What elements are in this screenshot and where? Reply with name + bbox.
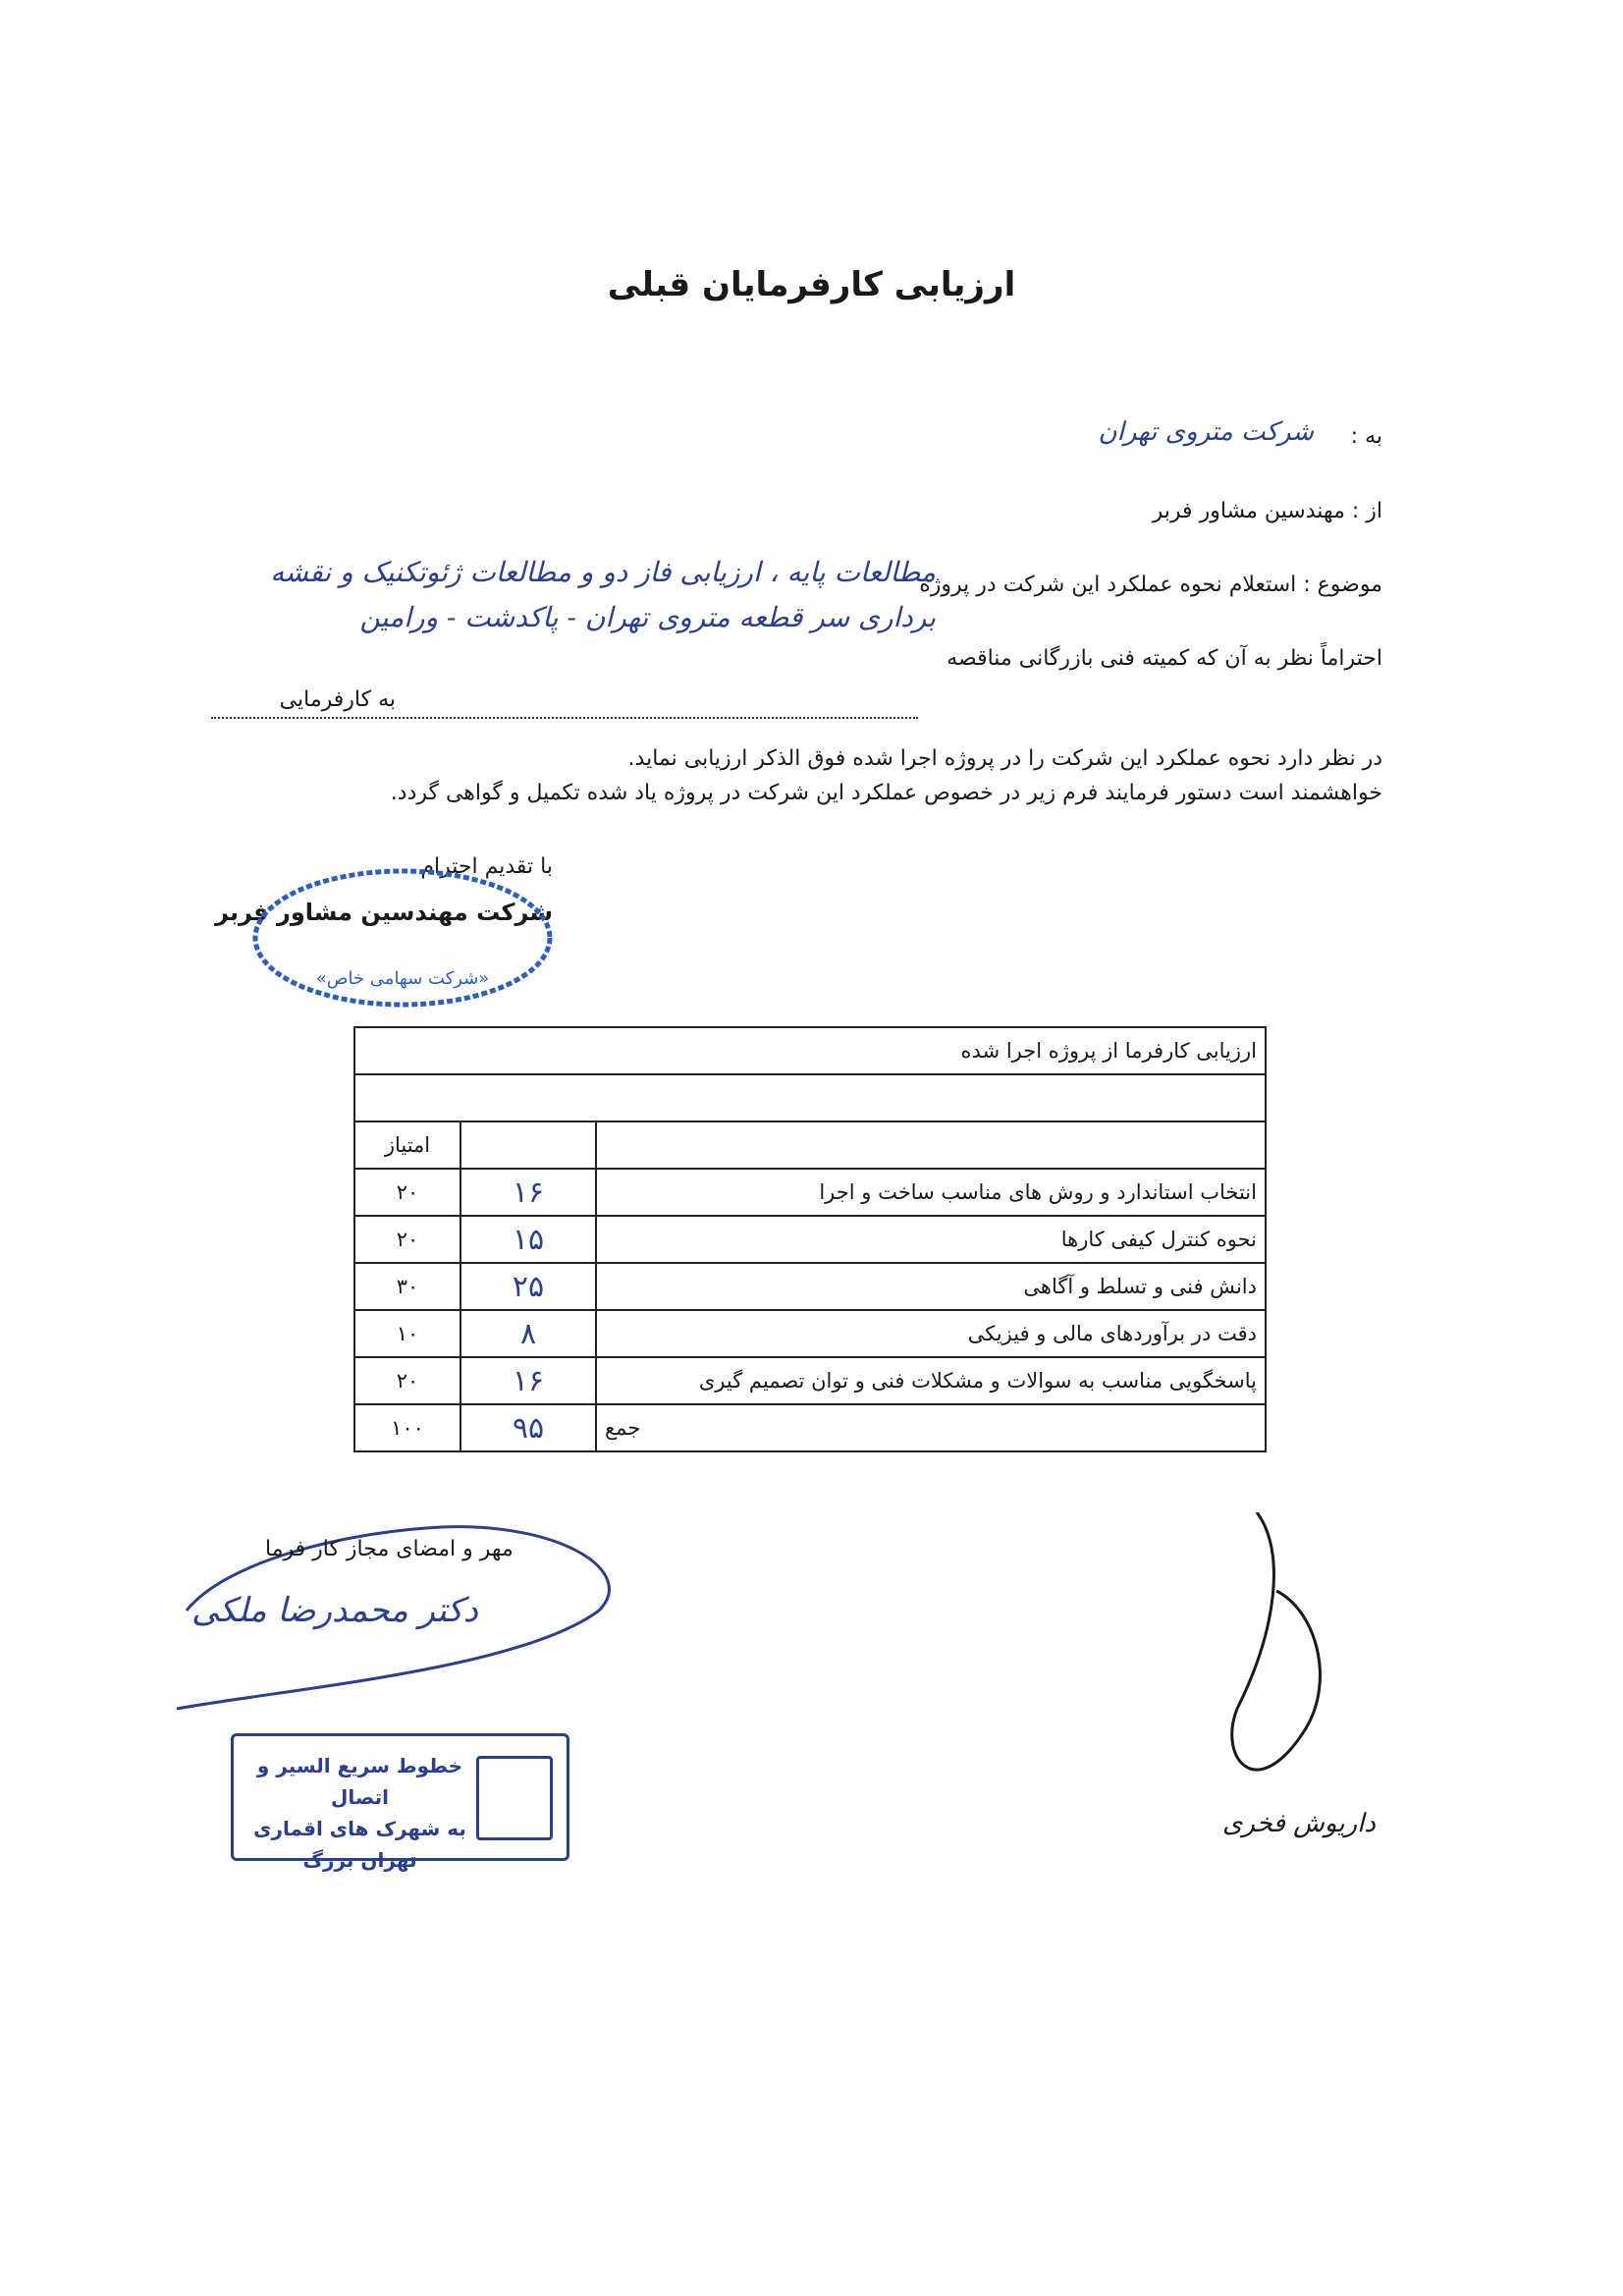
table-row: [354, 1263, 1266, 1310]
to-label: به :: [1350, 424, 1382, 449]
document-title: ارزیابی کارفرمایان قبلی: [607, 265, 1016, 304]
stamp-line3: تهران بزرگ: [302, 1848, 417, 1872]
table-header-criterion: [596, 1121, 1266, 1169]
table-row: [354, 1216, 1266, 1263]
max-cell: ۳۰: [354, 1263, 460, 1310]
employer-dotted-line: [211, 717, 918, 719]
evaluation-table: [353, 1026, 1267, 1452]
max-cell: ۲۰: [354, 1216, 460, 1263]
stamp-line1: خطوط سریع السیر و اتصال: [256, 1754, 463, 1809]
score-cell: ۲۵: [460, 1263, 596, 1310]
signature-label: مهر و امضای مجاز کار فرما: [265, 1537, 514, 1561]
total-label-cell: جمع: [596, 1404, 1266, 1451]
closing-text: با تقدیم احترام: [420, 854, 553, 879]
score-cell: ۸: [460, 1310, 596, 1357]
max-cell: ۲۰: [354, 1357, 460, 1404]
table-header-max: امتیاز: [354, 1121, 460, 1169]
request-paragraph: خواهشمند است دستور فرمایند فرم زیر در خصوص عملکرد این شرکت در پروژه یاد شده تکمیل و گواهی گردد.: [390, 781, 1382, 805]
total-score-cell: ۹۵: [460, 1404, 596, 1451]
stamp-line2: به شهرک های اقماری: [253, 1817, 466, 1840]
subject-label: موضوع : استعلام نحوه عملکرد این شرکت در پروژه: [919, 573, 1382, 597]
table-total-row: [354, 1404, 1266, 1451]
to-handwritten-value: شرکت متروی تهران: [1098, 417, 1314, 447]
criterion-cell: نحوه کنترل کیفی کارها: [596, 1216, 1266, 1263]
regard-line: احتراماً نظر به آن که کمیته فنی بازرگانی مناقصه: [947, 646, 1382, 671]
table-empty-row: [354, 1074, 1266, 1121]
second-signature-name: داریوش فخری: [1222, 1809, 1376, 1838]
consider-paragraph: در نظر دارد نحوه عملکرد این شرکت را در پروژه اجرا شده فوق الذکر ارزیابی نماید.: [627, 746, 1382, 771]
metro-logo-icon: [476, 1756, 553, 1840]
score-cell: ۱۵: [460, 1216, 596, 1263]
max-cell: ۲۰: [354, 1169, 460, 1216]
score-cell: ۱۶: [460, 1357, 596, 1404]
organization-stamp: [231, 1733, 569, 1872]
max-cell: ۱۰: [354, 1310, 460, 1357]
score-cell: ۱۶: [460, 1169, 596, 1216]
criterion-cell: پاسخگویی مناسب به سوالات و مشکلات فنی و توان تصمیم گیری: [596, 1357, 1266, 1404]
company-seal-icon: [245, 864, 560, 1011]
seal-text: «شرکت سهامی خاص»: [315, 968, 490, 989]
company-name: شرکت مهندسین مشاور فربر: [215, 899, 553, 926]
employer-label: به کارفرمایی: [279, 687, 396, 712]
table-row: [354, 1357, 1266, 1404]
table-row: [354, 1310, 1266, 1357]
table-header-score: [460, 1121, 596, 1169]
table-row: [354, 1169, 1266, 1216]
criterion-cell: انتخاب استاندارد و روش های مناسب ساخت و اجرا: [596, 1169, 1266, 1216]
from-line: از : مهندسین مشاور فربر: [1152, 499, 1382, 523]
criterion-cell: دانش فنی و تسلط و آگاهی: [596, 1263, 1266, 1310]
table-title: ارزیابی کارفرما از پروژه اجرا شده: [354, 1027, 1266, 1074]
criterion-cell: دقت در برآوردهای مالی و فیزیکی: [596, 1310, 1266, 1357]
total-max-cell: ۱۰۰: [354, 1404, 460, 1451]
subject-handwritten-value: مطالعات پایه ، ارزیابی فاز دو و مطالعات ژئوتکنیک و نقشه برداری سر قطعه متروی تهران - پاکدشت - ورامین: [270, 556, 936, 633]
signature-handwritten-name: دکتر محمدرضا ملکی: [191, 1591, 478, 1630]
